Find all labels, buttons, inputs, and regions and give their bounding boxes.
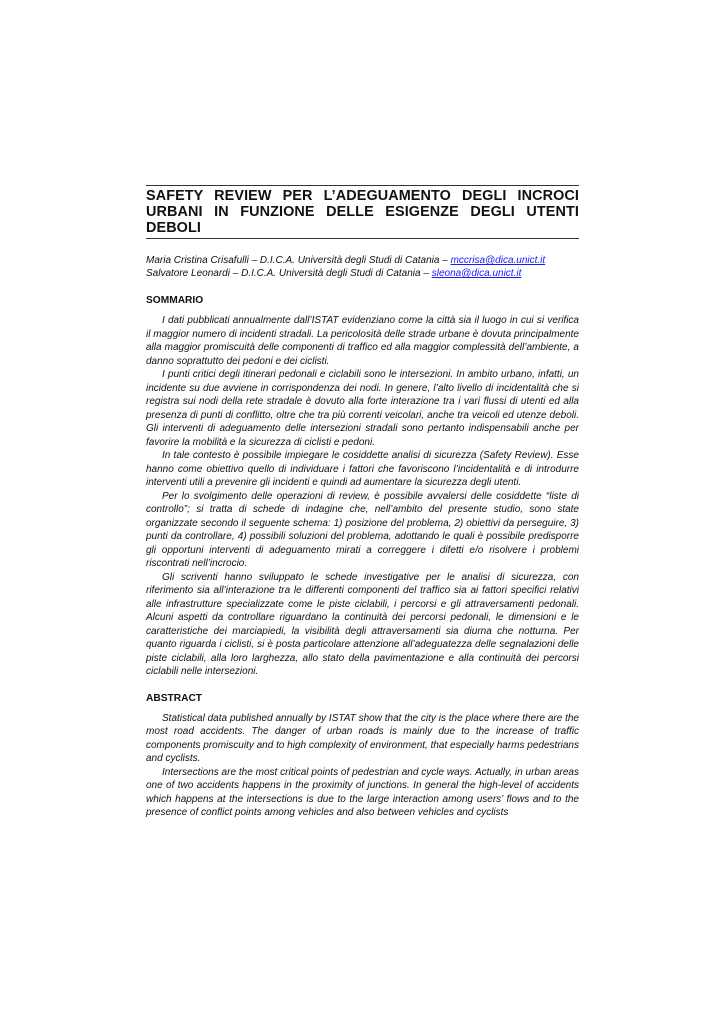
- paragraph: I punti critici degli itinerari pedonali e ciclabili sono le intersezioni. In ambito urbano, infatti, un incidente su due avviene in corrispondenza dei nodi. In genere, l’alto livello di incidentalità che si registra sui nodi della rete stradale è dovuto alla forte interazione tra i vari flussi di utenti ed alla presenza di punti di conflitto, oltre che tra più correnti veicolari, anche tra veicoli ed utenze deboli. Gli interventi di adeguamento delle intersezioni stradali sono pertanto indispensabili anche per favorire la mobilità e la sicurezza di ciclisti e pedoni.: [146, 369, 579, 448]
- title-top-rule: [146, 185, 579, 186]
- paragraph: Intersections are the most critical points of pedestrian and cycle ways. Actually, in urban areas one of two accidents happens in the proximity of junctions. In general the high-level of accidents which happens at the intersections is due to the large interaction among users’ flows and to the presence of conflict points among vehicles and also between vehicles and cyclists: [146, 766, 579, 818]
- author-affiliation: Maria Cristina Crisafulli – D.I.C.A. Università degli Studi di Catania –: [146, 255, 451, 266]
- title-bottom-rule: [146, 238, 579, 239]
- author-block: [146, 254, 579, 280]
- author-line: [146, 254, 579, 267]
- author-affiliation: Salvatore Leonardi – D.I.C.A. Università degli Studi di Catania –: [146, 268, 432, 279]
- sommario-heading: SOMMARIO: [146, 295, 204, 306]
- paper-page: [146, 185, 579, 820]
- author-email-link[interactable]: sleona@dica.unict.it: [431, 268, 522, 279]
- paragraph: In tale contesto è possibile impiegare le cosiddette analisi di sicurezza (Safety Review). Esse hanno come obiettivo quello di individuare i fattori che favoriscono l’incidentalità e di introdurre interventi utili a prevenire gli incidenti e quindi ad aumentare la sicurezza degli utenti.: [146, 450, 579, 488]
- author-email-link[interactable]: mccrisa@dica.unict.it: [450, 255, 546, 266]
- paragraph: Gli scriventi hanno sviluppato le schede investigative per le analisi di sicurezza, con riferimento sia all’interazione tra le differenti componenti del traffico sia ai fattori specifici relativi alle infrastrutture specializzate come le piste ciclabili, i percorsi e gli attraversamenti pedonali. Alcuni aspetti da controllare riguardano la continuità dei percorsi pedonali, le dimensioni e le caratteristiche dei marciapiedi, la visibilità degli attraversamenti sia diurna che notturna. Per quanto riguarda i ciclisti, si è posta particolare attenzione all’adeguatezza delle segnalazioni delle piste ciclabili, alla loro larghezza, allo stato della pavimentazione e alla continuità dei percorsi ciclabili nelle intersezioni.: [146, 571, 579, 677]
- paragraph: Statistical data published annually by ISTAT show that the city is the place where there are the most road accidents. The danger of urban roads is mainly due to the increase of traffic components promiscuity and to high complexity of environment, that especially harms pedestrians and cyclists.: [146, 712, 579, 764]
- paper-title: SAFETY REVIEW PER L’ADEGUAMENTO DEGLI INCROCI URBANI IN FUNZIONE DELLE ESIGENZE DEGLI UTENTI DEBOLI: [146, 188, 579, 236]
- paragraph: Per lo svolgimento delle operazioni di review, è possibile avvalersi delle cosiddette “liste di controllo”; si tratta di schede di indagine che, nell’ambito del presente studio, sono state organizzate secondo il seguente schema: 1) posizione del problema, 2) obiettivi da perseguire, 3) punti da controllare, 4) possibili soluzioni del problema, adottando le quali è possibile predisporre gli opportuni interventi di adeguamento mirati a correggere i difetti e/o risolvere i problemi riscontrati nell’incrocio.: [146, 490, 579, 569]
- abstract-heading: ABSTRACT: [146, 692, 203, 704]
- abstract-body: [146, 712, 579, 820]
- paragraph: I dati pubblicati annualmente dall’ISTAT evidenziano come la città sia il luogo in cui si verifica il maggior numero di incidenti stradali. La pericolosità delle strade urbane è dovuta principalmente alla maggior promiscuità delle componenti di traffico ed alla maggior complessità dell’ambiente, a danno soprattutto dei pedoni e dei ciclisti.: [146, 315, 579, 367]
- author-line: [146, 267, 579, 280]
- sommario-body: [146, 314, 579, 679]
